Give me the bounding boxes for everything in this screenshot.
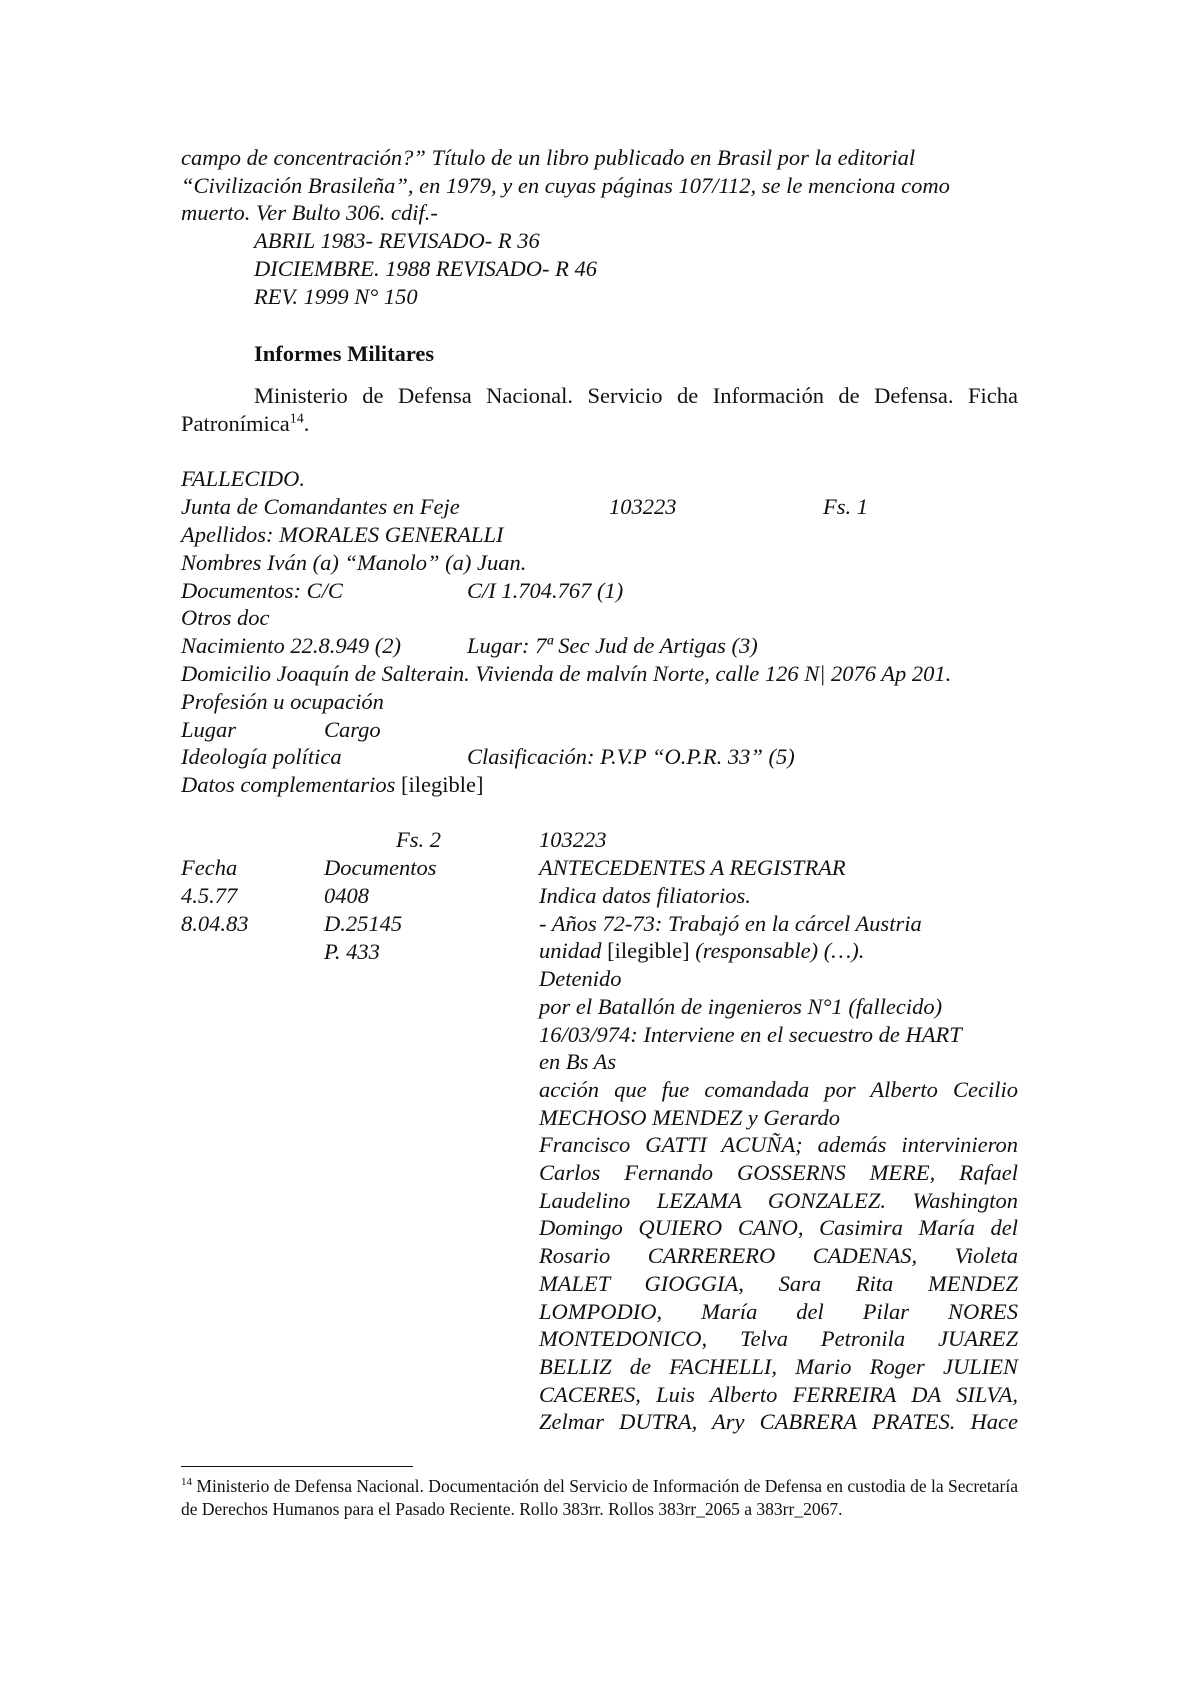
- antecedentes-line: Francisco GATTI ACUÑA; además intervinieron: [539, 1132, 1018, 1158]
- row-documento: P. 433: [324, 939, 380, 964]
- fs2-number: 103223: [539, 827, 607, 852]
- section-heading: Informes Militares: [254, 341, 435, 366]
- footnote-number: 14: [181, 1476, 192, 1489]
- footnote-separator: [181, 1466, 413, 1467]
- illegible-marker: [ilegible]: [607, 938, 690, 964]
- antecedentes-line: Laudelino LEZAMA GONZALEZ. Washington: [539, 1187, 1018, 1213]
- column-header-fecha: Fecha: [181, 855, 238, 880]
- lugar-nacimiento: Lugar: 7ª Sec Jud de Artigas (3): [467, 633, 758, 658]
- antecedentes-line: [539, 937, 1018, 965]
- column-header-documentos: Documentos: [324, 855, 437, 880]
- antecedentes-line: Detenido: [539, 966, 622, 992]
- antecedentes-text: [539, 882, 1018, 1436]
- row-documento: D.25145: [324, 911, 403, 936]
- profesion-line: Profesión u ocupación: [181, 689, 384, 714]
- revision-line-3: REV. 1999 N° 150: [254, 284, 418, 309]
- nombres-line: Nombres Iván (a) “Manolo” (a) Juan.: [181, 550, 527, 575]
- documentos-line: Documentos: C/C: [181, 578, 343, 603]
- apellidos-line: Apellidos: MORALES GENERALLI: [181, 522, 504, 547]
- antecedentes-line: 16/03/974: Interviene en el secuestro de HART: [539, 1021, 962, 1047]
- antecedentes-fragment: unidad: [539, 938, 602, 964]
- revision-line-1: ABRIL 1983- REVISADO- R 36: [254, 228, 540, 253]
- datos-value: [ilegible]: [400, 772, 484, 797]
- antecedentes-line: Carlos Fernando GOSSERNS MERE, Rafael: [539, 1160, 1018, 1186]
- junta-line: Junta de Comandantes en Feje: [181, 494, 460, 519]
- antecedentes-line: por el Batallón de ingenieros N°1 (fallecido): [539, 993, 943, 1019]
- junta-number: 103223: [609, 494, 677, 519]
- antecedentes-line: - Años 72-73: Trabajó en la cárcel Austria: [539, 910, 922, 936]
- antecedentes-line: CACERES, Luis Alberto FERREIRA DA SILVA,: [539, 1381, 1018, 1407]
- row-documento: 0408: [324, 883, 369, 908]
- antecedentes-line: acción que fue comandada por Alberto Cecilio: [539, 1076, 1018, 1102]
- top-paragraph-line-3: muerto. Ver Bulto 306. cdif.-: [181, 200, 438, 226]
- antecedentes-line: MALET GIOGGIA, Sara Rita MENDEZ: [539, 1270, 1018, 1296]
- top-paragraph-line-1: campo de concentración?” Título de un libro publicado en Brasil por la editorial: [181, 145, 916, 170]
- datos-label: Datos complementarios: [181, 772, 396, 797]
- footnote-text: Ministerio de Defensa Nacional. Documentación del Servicio de Información de Defensa en custodia de la Secretaría de Derechos Humanos para el Pasado Reciente. Rollo 383rr. Rollos 383rr_2065 a 383rr_2067.: [181, 1476, 1019, 1519]
- revision-line-2: DICIEMBRE. 1988 REVISADO- R 46: [254, 256, 598, 281]
- lugar-label: Lugar: [181, 717, 237, 742]
- junta-fs: Fs. 1: [823, 494, 868, 519]
- top-paragraph: [181, 144, 1018, 227]
- status-fallecido: FALLECIDO.: [181, 466, 305, 491]
- antecedentes-line: en Bs As: [539, 1049, 617, 1075]
- ideologia-line: Ideología política: [181, 744, 342, 769]
- row-fecha: 8.04.83: [181, 911, 249, 936]
- antecedentes-line: Domingo QUIERO CANO, Casimira María del: [539, 1215, 1018, 1241]
- antecedentes-line: MONTEDONICO, Telva Petronila JUAREZ: [539, 1326, 1018, 1352]
- footnote-reference: 14: [289, 411, 304, 427]
- antecedentes-line: BELLIZ de FACHELLI, Mario Roger JULIEN: [539, 1353, 1018, 1379]
- clasificacion-line: Clasificación: P.V.P “O.P.R. 33” (5): [467, 744, 795, 769]
- antecedentes-line: Zelmar DUTRA, Ary CABRERA PRATES. Hace: [539, 1409, 1018, 1435]
- datos-complementarios-line: [181, 771, 483, 799]
- antecedentes-fragment: (responsable) (…).: [695, 938, 865, 964]
- antecedentes-line: MECHOSO MENDEZ y Gerardo: [539, 1104, 841, 1130]
- documentos-ci: C/I 1.704.767 (1): [467, 578, 624, 603]
- top-paragraph-line-2: “Civilización Brasileña”, en 1979, y en cuyas páginas 107/112, se le menciona como: [181, 172, 950, 198]
- column-header-antecedentes: ANTECEDENTES A REGISTRAR: [539, 855, 846, 880]
- intro-end: .: [303, 410, 310, 436]
- antecedentes-line: Indica datos filiatorios.: [539, 883, 751, 908]
- cargo-label: Cargo: [324, 717, 381, 742]
- antecedentes-line: LOMPODIO, María del Pilar NORES: [539, 1298, 1018, 1324]
- fs2-label: Fs. 2: [396, 827, 441, 852]
- nacimiento-line: Nacimiento 22.8.949 (2): [181, 633, 401, 658]
- row-fecha: 4.5.77: [181, 883, 238, 908]
- intro-paragraph: [181, 382, 1018, 437]
- otros-doc-line: Otros doc: [181, 605, 270, 630]
- footnote: [181, 1475, 1018, 1520]
- domicilio-line: Domicilio Joaquín de Salterain. Vivienda de malvín Norte, calle 126 N| 2076 Ap 201.: [181, 661, 952, 686]
- antecedentes-line: Rosario CARRERERO CADENAS, Violeta: [539, 1243, 1018, 1269]
- intro-text: Ministerio de Defensa Nacional. Servicio de Información de Defensa. Ficha Patronímica: [181, 383, 1018, 436]
